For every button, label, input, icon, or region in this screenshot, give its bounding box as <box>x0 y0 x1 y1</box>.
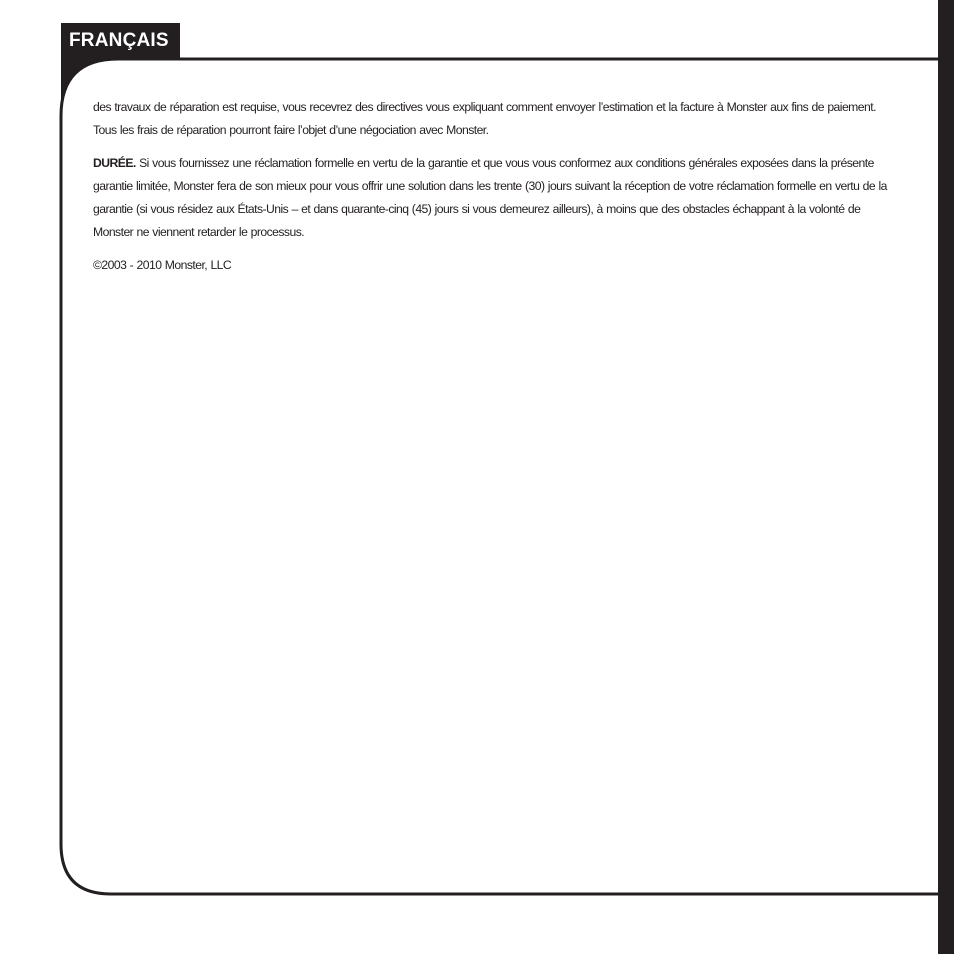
duration-text: Si vous fournissez une réclamation formelle en vertu de la garantie et que vous vous conformez aux conditions générales exposées dans la présente garantie limitée, Monster fera de son mieux pour vous offrir une solution dans les trente (30) jours suivant la réception de votre réclamation formelle en vertu de la garantie (si vous résidez aux États-Unis – et dans quarante-cinq (45) jours si vous demeurez ailleurs), à moins que des obstacles échappant à la volonté de Monster ne viennent retarder le processus. <box>93 156 887 239</box>
paragraph-duration <box>93 152 893 244</box>
document-body <box>93 96 893 287</box>
paragraph-repair-costs: des travaux de réparation est requise, vous recevrez des directives vous expliquant comment envoyer l’estimation et la facture à Monster aux fins de paiement. Tous les frais de réparation pourront faire l’objet d’une négociation avec Monster. <box>93 100 876 137</box>
language-tab: FRANÇAIS <box>69 30 169 51</box>
duration-heading: DURÉE. <box>93 156 136 170</box>
copyright-notice: ©2003 - 2010 Monster, LLC <box>93 258 232 272</box>
